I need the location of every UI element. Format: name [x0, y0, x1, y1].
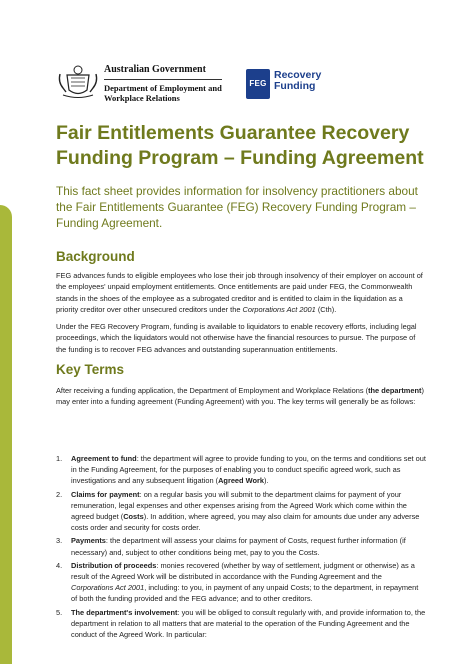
list-item — [56, 453, 426, 487]
intro-paragraph: This fact sheet provides information for insolvency practitioners about the Fair Entitlements Guarantee (FEG) Recovery Funding Program – Funding Agreement. — [56, 184, 418, 230]
feg-logo-word-recovery: Recovery — [274, 69, 322, 81]
department-name: Department of Employment and Workplace Relations — [104, 83, 222, 103]
list-item-number: 4. — [56, 560, 63, 570]
key-terms-heading: Key Terms — [56, 362, 125, 377]
list-item-number: 2. — [56, 489, 63, 499]
list-item-text: : the department will agree to provide funding to you, on the terms and conditions set out in the Funding Agreement, for the purposes of enabling you to conduct specific agreed work, such as investigations and any subsequent litigation ( — [71, 454, 426, 486]
list-item — [56, 489, 426, 534]
list-item-term: Agreement to fund — [71, 454, 137, 463]
feg-badge: FEG — [246, 69, 270, 99]
background-paragraph-1 — [56, 270, 426, 315]
list-item-text: : monies recovered (whether by way of settlement, judgment or otherwise) as a result of the Agreed Work will be distributed in accordance with the Funding Agreement and the — [71, 560, 415, 582]
list-item-term: Distribution of proceeds — [71, 560, 157, 570]
key-terms-lead-tail: ) may enter into a funding agreement (Funding Agreement) with you. The key terms will generally be as follows: — [56, 386, 424, 407]
decorative-side-bar — [0, 205, 12, 664]
list-item-text: : the department will assess your claims for payment of Costs, request further information (if necessary) and, subject to other conditions being met, pay to you the Costs. — [71, 536, 406, 557]
background-paragraph-2: Under the FEG Recovery Program, funding is available to liquidators to enable recovery efforts, including legal proceedings, which the liquidators would not otherwise have the financial resources to pursue. The purpose of the funding is to recover FEG advances and outstanding superannuation entitlements. — [56, 322, 417, 354]
government-name: Australian Government — [104, 64, 222, 80]
background-p1-tail: (Cth). — [315, 304, 337, 314]
feg-logo-word-funding: Funding — [274, 80, 316, 92]
list-item-text-tail: ). In addition, where agreed, you may also claim for amounts due under any adverse costs order and security for costs order. — [71, 512, 420, 533]
list-item-term: Claims for payment — [71, 489, 140, 499]
list-item-bold: Costs — [123, 512, 144, 522]
key-terms-list — [56, 453, 426, 642]
government-name-block — [104, 64, 244, 103]
list-item-number: 1. — [56, 454, 63, 463]
key-terms-lead-bold: the department — [368, 386, 422, 395]
key-terms-lead — [56, 385, 426, 408]
list-item-term: The department's involvement — [71, 607, 178, 617]
coat-of-arms-icon — [57, 62, 99, 102]
list-item-number: 3. — [56, 536, 63, 546]
key-terms-lead-text: After receiving a funding application, the Department of Employment and Workplace Relations ( — [56, 386, 369, 395]
feg-logo-text — [274, 70, 321, 92]
list-item-text-tail: , including: to you, in payment of any unpaid Costs; to the department, in repayment of both the funding provided and the FEG advance; and to other creditors. — [71, 583, 419, 604]
list-item-term: Payments — [71, 536, 106, 546]
list-item — [56, 535, 426, 557]
list-item-act: Corporations Act 2001 — [71, 583, 145, 593]
background-heading: Background — [56, 249, 135, 264]
document-header — [57, 62, 417, 110]
list-item — [56, 607, 426, 641]
list-item-text: : you will be obliged to consult regularly with, and provide information to, the department in relation to all matters that are material to the operation of the Funding Agreement and the conduct of the Agreed Work. In particular: — [71, 607, 426, 640]
list-item-text: : on a regular basis you will submit to the department claims for payment of your remuneration, legal expenses and other expenses arising from the Agreed Work which come within the agreed budget ( — [71, 489, 407, 522]
background-p1-act: Corporations Act 2001 — [242, 304, 316, 314]
list-item-number: 5. — [56, 607, 63, 617]
list-item — [56, 560, 426, 605]
list-item-text-tail: ). — [263, 476, 269, 486]
list-item-bold: Agreed Work — [218, 476, 264, 486]
page-title: Fair Entitlements Guarantee Recovery Funding Program – Funding Agreement — [56, 122, 424, 169]
background-p1-text: FEG advances funds to eligible employees who lose their job through insolvency of their employer on account of the employees' unpaid employment entitlements. Once entitlements are paid under FEG, the Commonwealth stands in the shoes of the employee as a subrogated creditor and is entitled to claim in the liquidation as a priority creditor over other unsecured creditors under the — [56, 271, 423, 314]
